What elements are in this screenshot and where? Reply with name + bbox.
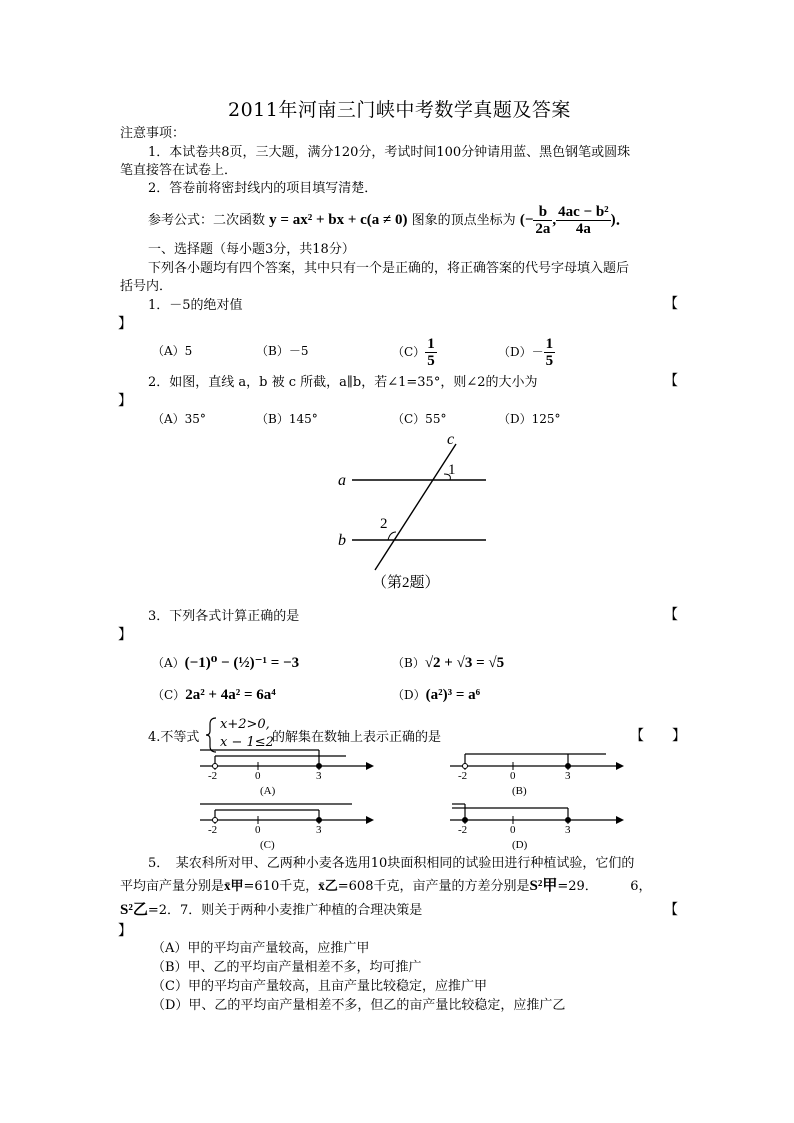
tick-label-neg2: -2 bbox=[208, 770, 218, 782]
number-line-a bbox=[196, 748, 376, 798]
q5-text-a: 平均亩产量分别是 bbox=[120, 879, 225, 894]
section-1-intro-line-2: 括号内． bbox=[120, 279, 173, 294]
tick-label-3: 3 bbox=[316, 824, 322, 836]
formula-prefix: 参考公式：二次函数 bbox=[148, 213, 266, 228]
q1-option-d-denominator: 5 bbox=[545, 353, 554, 369]
q2-stem: 2．如图，直线 a，b 被 c 所截，a∥b，若∠1=35°，则∠2的大小为 bbox=[148, 375, 538, 390]
q3-option-c-label: （C） bbox=[152, 688, 186, 702]
q1-stem: 1．－5的绝对值 bbox=[148, 298, 243, 313]
label-c: c bbox=[447, 431, 455, 448]
q4-inequality-1: x+2>0, bbox=[220, 717, 270, 732]
q4-inequality-2: x − 1≤2 bbox=[220, 735, 274, 750]
tick-label-neg2: -2 bbox=[208, 824, 218, 836]
q2-option-b: （B）145° bbox=[256, 412, 318, 426]
q5-option-c: （C）甲的平均亩产量较高，且亩产量比较稳定，应推广甲 bbox=[152, 979, 487, 994]
q2-option-d: （D）125° bbox=[498, 412, 561, 426]
q5-bracket-open: 【 bbox=[664, 902, 678, 918]
xbar-yi: x̄乙 bbox=[318, 878, 338, 893]
q3-option-b-label: （B） bbox=[392, 656, 425, 670]
q1-option-d-numerator: 1 bbox=[545, 335, 554, 352]
q1-option-d bbox=[498, 334, 555, 370]
q1-option-d-label: （D）－ bbox=[498, 345, 544, 359]
q3-option-d bbox=[392, 686, 480, 704]
q2-bracket-close: 】 bbox=[118, 393, 132, 409]
q1-bracket-close: 】 bbox=[118, 316, 132, 332]
q1-option-c bbox=[392, 334, 437, 370]
vertex-y-numerator: 4ac − b² bbox=[558, 203, 609, 220]
option-label-d: (D) bbox=[512, 839, 528, 851]
q2-figure bbox=[330, 430, 500, 595]
tick-label-0: 0 bbox=[510, 770, 516, 782]
q3-option-c bbox=[152, 686, 276, 704]
tick-label-0: 0 bbox=[255, 770, 261, 782]
q5-line-3 bbox=[120, 901, 422, 919]
number-line-c bbox=[196, 800, 376, 852]
tick-label-3: 3 bbox=[565, 824, 571, 836]
q5-option-d: （D）甲、乙的平均亩产量相差不多，但乙的亩产量比较稳定，应推广乙 bbox=[152, 998, 566, 1013]
q1-option-c-numerator: 1 bbox=[427, 335, 435, 352]
reference-formula: 参考公式：二次函数 y = ax² + bx + c(a ≠ 0) 图象的顶点坐标为 (− $\frac{b}{2a}$ , $\frac{\text{4ac − b²}}{4a}$ )． bbox=[148, 203, 631, 237]
q3-option-d-label: （D） bbox=[392, 688, 426, 702]
q2-option-a: （A）35° bbox=[152, 412, 206, 426]
tick-label-0: 0 bbox=[510, 824, 516, 836]
tick-label-0: 0 bbox=[255, 824, 261, 836]
q5-bracket-close: 】 bbox=[118, 923, 132, 939]
q3-bracket-open: 【 bbox=[664, 607, 678, 623]
option-label-a: (A) bbox=[260, 785, 276, 797]
q3-option-a bbox=[152, 654, 299, 672]
q1-option-c-label: （C） bbox=[392, 345, 426, 359]
section-1-intro-line-1: 下列各小题均有四个答案，其中只有一个是正确的，将正确答案的代号字母填入题后 bbox=[148, 261, 630, 276]
notice-item-2: 2．答卷前将密封线内的项目填写清楚． bbox=[148, 181, 378, 196]
q5-line-2 bbox=[120, 877, 652, 895]
q3-option-b-expr: √2 + √3 = √5 bbox=[424, 655, 505, 671]
label-angle-2: 2 bbox=[380, 516, 388, 532]
q1-option-a: （A）5 bbox=[152, 344, 193, 358]
q5-text-c: =608千克，亩产量的方差分别是 bbox=[337, 879, 530, 894]
q4-stem-suffix: 的解集在数轴上表示正确的是 bbox=[272, 730, 442, 745]
q4-stem-prefix: 4.不等式 bbox=[148, 730, 200, 745]
option-label-c: (C) bbox=[260, 839, 275, 851]
notice-heading: 注意事项： bbox=[120, 126, 186, 141]
number-line-b bbox=[446, 748, 626, 798]
tick-label-neg2: -2 bbox=[458, 824, 468, 836]
option-label-b: (B) bbox=[512, 785, 527, 797]
q1-bracket-open: 【 bbox=[664, 296, 678, 312]
q3-option-a-label: （A） bbox=[152, 656, 185, 670]
q2-bracket-open: 【 bbox=[664, 373, 678, 389]
notice-item-1-line-2: 笔直接答在试卷上． bbox=[120, 163, 238, 178]
q3-option-d-expr: (a²)³ = a⁶ bbox=[425, 687, 481, 703]
variance-jia: S²甲 bbox=[529, 878, 558, 894]
q4-answer-bracket: 【 】 bbox=[630, 728, 686, 744]
notice-item-1-line-1: 1．本试卷共8页，三大题，满分120分，考试时间100分钟请用蓝、黑色钢笔或圆珠 bbox=[148, 145, 631, 160]
q3-option-a-expr: (−1)⁰ − (½)⁻¹ = −3 bbox=[184, 655, 300, 671]
tick-label-neg2: -2 bbox=[458, 770, 468, 782]
formula-function: y = ax² + bx + c(a ≠ 0) bbox=[269, 212, 408, 228]
number-line-d bbox=[446, 800, 626, 852]
label-angle-1: 1 bbox=[448, 462, 456, 478]
vertex-y-denominator: 4a bbox=[575, 221, 591, 237]
q5-text-b: =610千克， bbox=[243, 879, 319, 894]
q5-text-e: =2．7．则关于两种小麦推广种植的合理决策是 bbox=[147, 903, 423, 918]
q5-text-d: =29． 6， bbox=[557, 879, 652, 894]
q1-option-b: （B）－5 bbox=[256, 344, 309, 358]
q5-line-1: 5． 某农科所对甲、乙两种小麦各选用10块面积相同的试验田进行种植试验，它们的 bbox=[148, 856, 635, 871]
page-title: 2011年河南三门峡中考数学真题及答案 bbox=[228, 99, 571, 121]
q5-option-a: （A）甲的平均亩产量较高，应推广甲 bbox=[152, 941, 370, 956]
tick-label-3: 3 bbox=[565, 770, 571, 782]
q2-option-c: （C）55° bbox=[392, 412, 447, 426]
q3-option-c-expr: 2a² + 4a² = 6a⁴ bbox=[185, 687, 276, 703]
vertex-x-denominator: 2a bbox=[535, 221, 551, 237]
label-a: a bbox=[338, 472, 346, 489]
q3-bracket-close: 】 bbox=[118, 627, 132, 643]
vertex-x-numerator: b bbox=[533, 204, 552, 222]
formula-middle: 图象的顶点坐标为 bbox=[411, 213, 516, 228]
tick-label-3: 3 bbox=[316, 770, 322, 782]
q1-option-c-denominator: 5 bbox=[427, 353, 435, 369]
line-c bbox=[375, 444, 456, 570]
variance-yi: S²乙 bbox=[120, 902, 148, 918]
q3-stem: 3．下列各式计算正确的是 bbox=[148, 609, 300, 624]
label-b: b bbox=[338, 532, 346, 549]
figure-caption: （第2题） bbox=[372, 575, 440, 591]
xbar-jia: x̄甲 bbox=[224, 878, 244, 893]
q5-option-b: （B）甲、乙的平均亩产量相差不多，均可推广 bbox=[152, 960, 422, 975]
section-1-heading: 一、选择题（每小题3分，共18分） bbox=[148, 242, 355, 257]
q3-option-b bbox=[392, 654, 504, 672]
